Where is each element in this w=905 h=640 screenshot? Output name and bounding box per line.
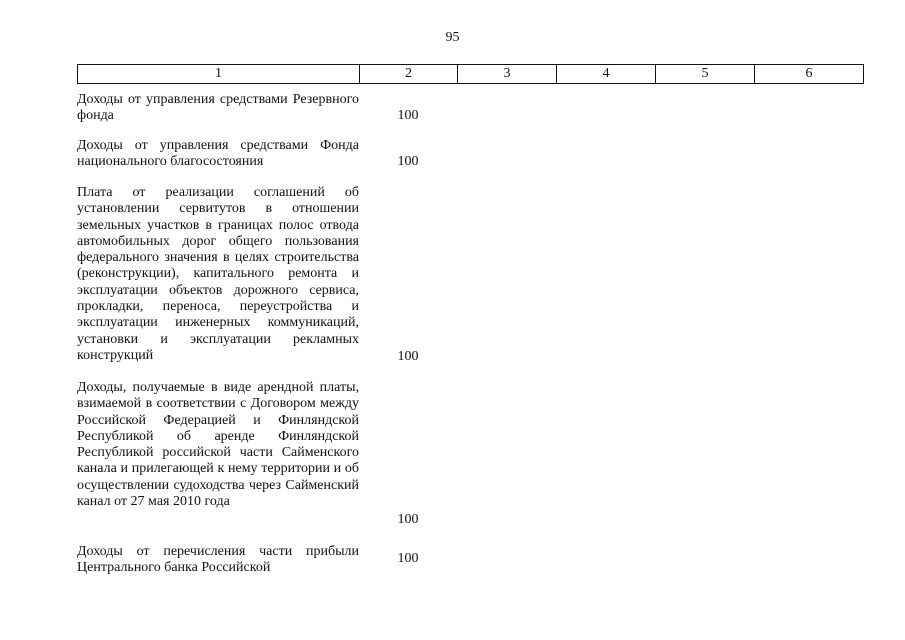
table-header [77,64,864,84]
header-col-1: 1 [78,65,360,84]
header-col-5: 5 [656,65,755,84]
page-number: 95 [445,30,460,45]
row-value-2: 100 [397,154,419,169]
row-description-3: Плата от реализации соглашений об установлении сервитутов в отношении земельных участков в границах полос отвода автомобильных дорог общего пользования федерального значения в целях строительства (реконструкции), капитального ремонта и эксплуатации объектов дорожного сервиса, прокладки, переноса, переустройства и эксплуатации инженерных коммуникаций, установки и эксплуатации рекламных конструкций [77,185,359,363]
row-value-4: 100 [397,512,419,527]
row-value-5: 100 [397,551,419,566]
row-value-3: 100 [397,349,419,364]
header-col-3: 3 [458,65,557,84]
header-col-2: 2 [360,65,458,84]
header-row [78,65,864,84]
row-description-5: Доходы от перечисления части прибыли Центрального банка Российской [77,544,359,576]
row-description-2: Доходы от управления средствами Фонда национального благосостояния [77,138,359,170]
header-col-6: 6 [755,65,864,84]
row-description-4: Доходы, получаемые в виде арендной платы, взимаемой в соответствии с Договором между Российской Федерацией и Финляндской Республикой об аренде Финляндской Республикой российской части Сайменского канала и прилегающей к нему территории и об осуществлении судоходства через Сайменский канал от 27 мая 2010 года [77,380,359,510]
row-description-1: Доходы от управления средствами Резервного фонда [77,92,359,124]
header-col-4: 4 [557,65,656,84]
row-value-1: 100 [397,108,419,123]
